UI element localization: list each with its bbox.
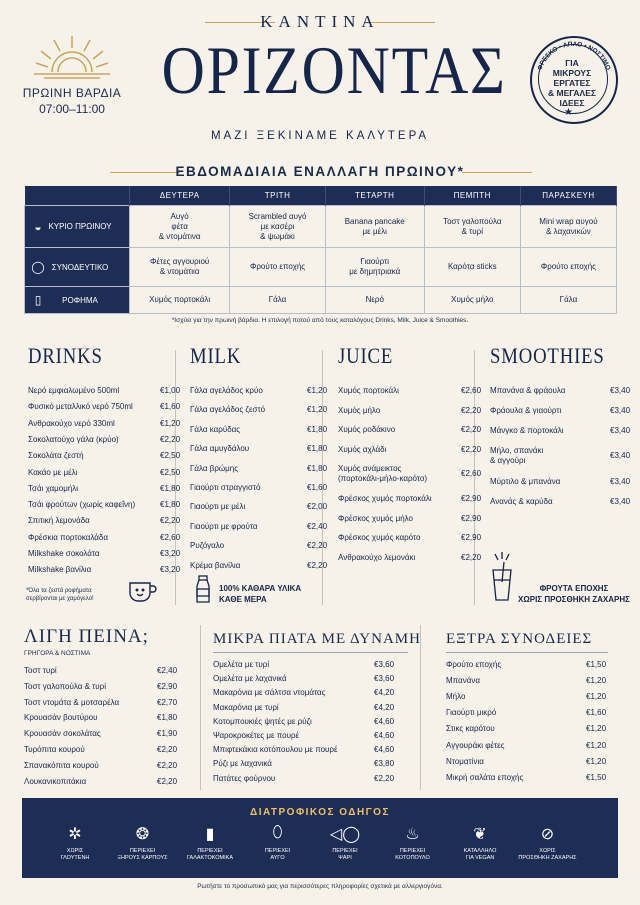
menu-item-price: €1,20 [586,724,607,734]
menu-item-name: Ανθρακούχο λεμονάκι [338,552,416,562]
menu-item-price: €2,20 [160,434,181,444]
table-cell: Scrambled αυγό με κασέρι & ψωμάκι [230,206,326,248]
menu-item-name: Φρέσκος χυμός μήλο [338,513,413,523]
table-row [25,206,617,248]
menu-item-name: Σοκολατούχο γάλα (κρύο) [28,434,119,444]
menu-item-name: Κρουασάν σοκολάτας [24,729,101,739]
table-cell: Γιαούρτι με δημητριακά [325,248,424,287]
table-cell: Mini wrap αυγού & λαχανικών [520,206,616,248]
menu-item-price: €3,40 [610,451,631,460]
badge-line: ΓΙΑ [565,58,579,68]
egg-icon: ⬯ [272,824,283,841]
menu-item-name: Νερό εμφιαλωμένο 500ml [28,386,120,395]
row-label [25,248,130,287]
leaf-icon: ❦ [473,826,487,843]
nutrition-label: ΠΕΡΙΕΧΕΙ ΚΟΤΟΠΟΥΛΟ [395,848,430,861]
menu-item-name: Κακάο με μέλι [28,467,78,477]
menu-item-name: Σπανακόπιτα κουρού [24,760,99,770]
menu-item-price: €2,20 [160,516,181,526]
menu-item-name: Μήλο, σπανάκι & αγγούρι [490,446,544,465]
nutrition-label: ΧΩΡΙΣ ΓΛΟΥΤΕΝΗ [60,848,90,861]
table-cell: Φρούτο εποχής [230,248,326,287]
menu-item-price: €2,90 [461,494,482,504]
menu-item-price: €2,20 [157,760,178,770]
menu-item-name: Γιαούρτι μικρό [446,708,497,718]
table-cell: Φέτες αγγουριού & ντομάτιια [130,248,230,287]
menu-item-price: €2,20 [157,776,178,786]
table-cell: Αυγό φέτα & ντομάτινα [130,206,230,248]
menu-item-name: Γάλα αγελάδος κρύο [190,386,263,395]
menu-item-price: €2,50 [160,467,181,477]
menu-item-name: Φρέσκια πορτοκαλάδα [28,532,108,542]
menu-item-name: Μάνγκο & πορτοκάλι [490,426,564,435]
menu-item-name: Ομελέτα με λαχανικά [213,674,287,684]
menu-item-name: Τσάι χαμομήλι [28,483,79,493]
menu-item-price: €4,60 [374,731,395,740]
no-sugar-icon: ⊘ [540,826,555,843]
menu-item-name: Φρούτο εποχής [446,660,502,669]
drinks-footnote: *Όλα τα ζεστά ροφήματα σερβίρονται με χαμόγελο! [26,588,94,602]
menu-item-price: €1,60 [586,708,607,718]
kantina-label: ΚΑΝΤΙΝΑ [260,12,380,31]
menu-item-name: Σοκολάτα ζεστή [28,451,84,461]
menu-item-price: €2,40 [307,521,328,531]
menu-item-name: Ανθρακούχο νερό 330ml [28,418,115,428]
juice-title: JUICE [338,343,394,368]
allergen-note: Ρωτήστε το προσωπικό μας για περισσότερες πληροφορίες σχετικά με αλλεργιογόνα. [197,883,443,890]
menu-item-name: Ομελέτα με τυρί [213,660,270,669]
menu-item-price: €1,60 [160,402,181,412]
column-divider [200,625,201,790]
menu-item-name: Μύρτιλο & μπανάνα [490,477,561,486]
weekly-table [24,186,617,314]
menu-item-price: €2,20 [307,541,328,551]
menu-item-price: €1,80 [157,713,178,723]
menu-item-name: Κρουασάν βουτύρου [24,713,98,723]
menu-item-price: €2,60 [461,386,482,395]
menu-item-name: Μπιφτεκάκια κοτόπουλου με πουρέ [213,745,338,755]
day-header: ΠΕΜΠΤΗ [424,186,520,206]
menu-item-price: €4,20 [374,688,395,698]
nutrition-title: ΔΙΑΤΡΟΦΙΚΟΣ ΟΔΗΓΟΣ [250,807,390,818]
milk-icon: ▮ [205,826,215,843]
menu-item-name: Κρέμα βανίλια [190,560,241,570]
menu-item-name: Ψαροκροκέτες με πουρέ [213,731,300,740]
menu-item-price: €2,40 [157,666,178,675]
table-row [25,287,617,314]
menu-item-price: €4,20 [374,702,395,712]
menu-item-name: Μπανάνα & φράουλα [490,386,566,395]
menu-item-name: Γάλα αγελάδος ζεστό [190,405,266,415]
shift-time: 07:00–11:00 [39,102,105,116]
menu-item-price: €1,80 [160,483,181,493]
menu-item-price: €2,60 [160,532,181,542]
menu-item-name: Μήλο [446,692,466,702]
menu-item-price: €2,60 [461,469,482,478]
menu-item-price: €3,40 [610,497,631,506]
menu-item-price: €1,80 [307,463,328,473]
menu-item-price: €2,90 [461,533,482,543]
sides-title: ΕΞΤΡΑ ΣΥΝΟΔΕΙΕΣ [446,631,593,647]
table-cell: Banana pancake με μέλι [325,206,424,248]
table-cell: Φρούτο εποχής [520,248,616,287]
menu-item-name: Ρύζι με λαχανικά [213,759,272,769]
menu-item-name: Αγγουράκι φέτες [446,740,505,750]
menu-item-name: Φυσικό μεταλλικό νερό 750ml [28,402,133,412]
menu-item-price: €3,20 [160,549,181,558]
menu-item-name: Σπιτική λεμονάδα [28,516,90,526]
juice-glass-icon [489,552,515,602]
menu-item-price: €3,60 [374,674,395,684]
menu-item-name: Στικς καρότου [446,724,495,734]
menu-item-name: Γιαούρτι με μέλι [190,502,246,512]
menu-item-name: Φρέσκος χυμός πορτοκάλι [338,494,432,504]
menu-item-name: Milkshake βανίλια [28,565,92,575]
menu-item-price: €2,20 [461,425,482,434]
menu-item-name: Τυρόπιτα κουρού [24,745,85,754]
menu-item-name: Λουκανικοπιτάκια [24,776,87,786]
menu-item-name: Τοστ τυρί [24,666,57,675]
page-subtitle: ΜΑΖΙ ΞΕΚΙΝΑΜΕ ΚΑΛΥΤΕΡΑ [210,130,430,142]
day-header: ΠΑΡΑΣΚΕΥΗ [520,186,616,206]
badge-text [538,58,606,108]
nutrition-label: ΚΑΤΑΛΛΗΛΟ ΓΙΑ VEGAN [463,848,497,861]
page-title: ΟΡΙΖΟΝΤΑΣ [161,32,507,108]
row-label-text: ΚΥΡΙΟ ΠΡΩΙΝΟΥ [48,222,112,231]
menu-item-price: €3,80 [374,759,395,769]
bottle-icon: ▯ [34,293,42,307]
menu-item-name: Γάλα αμυγδάλου [190,444,250,454]
badge-line: ΜΙΚΡΟΥΣ [552,68,592,78]
divider [213,652,408,653]
menu-item-name: Ανανάς & καρύδα [490,497,553,506]
wheat-icon: ✲ [68,826,82,843]
badge-line: ΙΔΕΕΣ [559,98,585,108]
menu-item-name: Φρέσκος χυμός καρότο [338,533,421,543]
row-label [25,206,130,248]
coffee-cup-icon [127,579,159,605]
menu-item-name: Μικρή σαλάτα εποχής [446,772,524,782]
table-cell: Χυμός πορτοκάλι [130,287,230,314]
menu-item-price: €1,50 [586,660,607,669]
drinks-title: DRINKS [28,343,103,368]
day-header: ΤΡΙΤΗ [230,186,326,206]
smoothies-title: SMOOTHIES [490,343,605,368]
milk-bottle-icon [194,574,212,604]
menu-item-price: €1,20 [586,692,607,702]
menu-item-price: €2,20 [157,745,178,754]
menu-item-price: €1,80 [307,424,328,434]
divider [446,652,608,653]
menu-item-price: €1,80 [307,444,328,454]
menu-item-name: Πατάτες φούρνου [213,773,276,783]
plates-title: ΜΙΚΡΑ ΠΙΑΤΑ ΜΕ ΔΥΝΑΜΗ [213,631,421,647]
nutrition-label: ΠΕΡΙΕΧΕΙ ΑΥΓΟ [264,848,291,861]
menu-item-price: €1,20 [586,740,607,750]
shift-label: ΠΡΩΙΝΗ ΒΑΡΔΙΑ [22,86,122,100]
menu-item-name: Γάλα βρώμης [190,463,239,473]
menu-item-price: €1,60 [307,483,328,492]
svg-text:ΦΡΕΣΚΟ • ΑΠΛΟ • ΝΟΣΤΙΜΟ: ΦΡΕΣΚΟ • ΑΠΛΟ • ΝΟΣΤΙΜΟ [536,40,612,72]
nutrition-label: ΠΕΡΙΕΧΕΙ ΨΑΡΙ [332,848,358,861]
menu-item-name: Κοτομπουκιές ψητές με ρύζι [213,716,312,726]
menu-item-price: €2,20 [461,444,482,454]
menu-item-name: Χυμός αχλάδι [338,444,387,454]
chicken-icon: ♨ [405,826,420,843]
snacks-subtitle: ΓΡΗΓΟΡΑ & ΝΟΣΤΙΜΑ [24,650,91,657]
row-label [25,287,130,314]
menu-item-name: Milkshake σοκολάτα [28,549,100,558]
table-cell: Γάλα [520,287,616,314]
sunrise-icon [30,34,114,82]
milk-footnote: 100% ΚΑΘΑΡΑ ΥΛΙΚΑ ΚΑΘΕ ΜΕΡΑ [219,584,302,604]
menu-item-name: Ρυζόγαλο [190,541,225,551]
menu-item-name: Τοστ γαλοπούλα & τυρί [24,681,106,691]
menu-item-price: €1,20 [586,756,607,766]
table-cell: Καρότα sticks [424,248,520,287]
milk-title: MILK [190,343,242,368]
menu-item-price: €3,40 [610,406,631,415]
menu-item-name: Φράουλα & γιαούρτι [490,406,562,415]
star-icon: ★ [564,107,573,118]
menu-item-price: €1,20 [307,386,328,395]
menu-item-price: €2,70 [157,697,178,707]
menu-item-price: €4,60 [374,745,395,755]
menu-item-name: Γιαούρτι με φρούτα [190,521,258,531]
menu-item-price: €1,00 [160,386,181,395]
badge-line: & ΜΕΓΑΛΕΣ [547,88,596,98]
menu-item-name: Χυμός ανάμεικτος (πορτοκάλι-μήλο-καρότο) [338,464,428,483]
table-corner [25,186,130,206]
menu-item-price: €1,80 [160,500,181,510]
day-header: ΤΕΤΑΡΤΗ [325,186,424,206]
menu-item-price: €2,00 [307,502,328,512]
table-cell: Τοστ γαλοπούλα & τυρί [424,206,520,248]
weekly-title: ΕΒΔΟΜΑΔΙΑΙΑ ΕΝΑΛΛΑΓΗ ΠΡΩΙΝΟΥ* [175,164,465,179]
nutrition-label: ΠΕΡΙΕΧΕΙ ΞΗΡΟΥΣ ΚΑΡΠΟΥΣ [117,848,168,861]
menu-item-name: Χυμός μήλο [338,405,381,415]
menu-item-price: €1,20 [160,418,181,428]
menu-item-name: Γάλα καρύδας [190,424,241,434]
badge-line: ΕΡΓΑΤΕΣ [553,78,591,88]
row-label-text: ΡΟΦΗΜΑ [62,295,98,305]
menu-item-name: Μακαρόνια με τυρί [213,702,279,712]
menu-item-name: Χυμός πορτοκάλι [338,386,399,395]
menu-item-name: Τσάι φρούτων (χωρίς καφεΐνη) [28,500,136,510]
menu-item-price: €4,60 [374,716,395,726]
menu-item-name: Μακαρόνια με σάλτσα ντομάτας [213,688,326,698]
menu-item-price: €1,20 [586,676,607,686]
nutrition-label: ΠΕΡΙΕΧΕΙ ΓΑΛΑΚΤΟΚΟΜΙΚΑ [187,848,233,861]
nutrition-label: ΧΩΡΙΣ ΠΡΟΣΘΗΚΗ ΖΑΧΑΡΗΣ [518,848,577,861]
menu-item-price: €2,50 [160,451,181,461]
row-label-text: ΣΥΝΟΔΕΥΤΙΚΟ [51,262,109,272]
table-cell: Χυμός μήλο [424,287,520,314]
menu-item-name: Μπανάνα [446,676,480,686]
table-cell: Νερό [325,287,424,314]
table-row [25,248,617,287]
menu-item-price: €3,40 [610,426,631,435]
menu-item-price: €1,20 [307,405,328,415]
menu-item-name: Γιαούρτι στραγγιστό [190,483,261,492]
menu-item-price: €2,90 [157,681,178,691]
menu-item-price: €2,20 [307,560,328,570]
menu-item-name: Τοστ ντομάτα & μοτσαρέλα [24,697,120,707]
snacks-title: ΛΙΓΗ ΠΕΙΝΑ; [24,626,149,647]
menu-item-price: €2,20 [461,552,482,562]
menu-item-name: Χυμός ροδάκινο [338,425,396,434]
smoothies-footnote: ΦΡΟΥΤΑ ΕΠΟΧΗΣ ΧΩΡΙΣ ΠΡΟΣΘΗΚΗ ΖΑΧΑΡΗΣ [518,584,630,604]
day-header: ΔΕΥΤΕΡΑ [130,186,230,206]
menu-item-price: €3,40 [610,386,631,395]
menu-item-name: Ντοματίνια [446,756,484,766]
weekly-note: *Ισχύει για την πρωινή βάρδια. Η επιλογή ποτού από τους καταλόγους Drinks, Milk, Juice & Smoothies. [171,317,469,324]
menu-item-price: €2,20 [461,405,482,415]
column-divider [420,625,421,790]
fish-icon: ◁◯ [329,826,361,843]
bowl-icon: ◒ [34,219,42,234]
menu-item-price: €2,90 [461,513,482,523]
nut-icon: ❂ [135,826,150,843]
menu-item-price: €3,60 [374,660,395,669]
menu-item-price: €1,90 [157,729,178,739]
menu-item-price: €3,20 [160,565,181,575]
menu-item-price: €3,40 [610,477,631,486]
table-cell: Γάλα [230,287,326,314]
apple-icon: ◯ [31,260,45,274]
menu-item-price: €2,20 [374,773,395,783]
menu-item-price: €1,50 [586,772,607,782]
